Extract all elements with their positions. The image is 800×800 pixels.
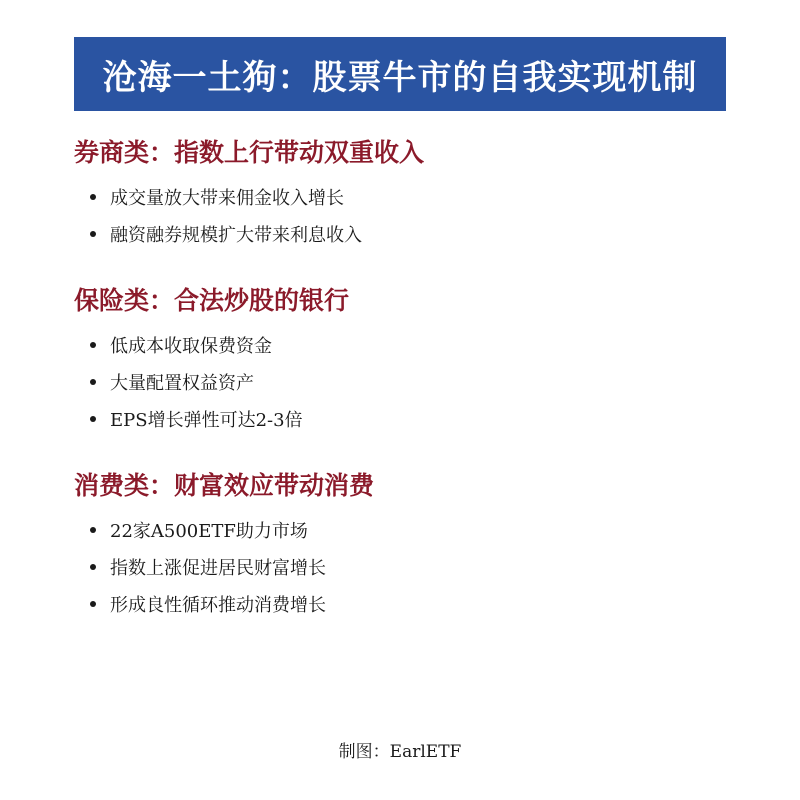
list-item <box>74 215 734 252</box>
section-heading: 券商类：指数上行带动双重收入 <box>74 138 425 167</box>
bullet-dot-icon <box>90 379 96 385</box>
section-heading: 消费类：财富效应带动消费 <box>74 471 375 500</box>
list-item <box>74 548 734 585</box>
list-item-text: 22家A500ETF助力市场 <box>110 520 308 542</box>
list-item-text: 指数上涨促进居民财富增长 <box>110 557 326 579</box>
credit-text: 制图：EarlETF <box>338 742 462 762</box>
bullet-list <box>74 326 734 437</box>
bullet-list <box>74 511 734 622</box>
section-consumption <box>74 469 734 622</box>
list-item <box>74 363 734 400</box>
section-heading: 保险类：合法炒股的银行 <box>74 286 350 315</box>
bullet-dot-icon <box>90 194 96 200</box>
list-item <box>74 400 734 437</box>
bullet-dot-icon <box>90 527 96 533</box>
bullet-dot-icon <box>90 601 96 607</box>
list-item-text: 成交量放大带来佣金收入增长 <box>110 187 344 209</box>
list-item <box>74 178 734 215</box>
page-title: 沧海一土狗：股票牛市的自我实现机制 <box>102 57 698 98</box>
list-item <box>74 585 734 622</box>
list-item-text: 融资融券规模扩大带来利息收入 <box>110 224 362 246</box>
bullet-list <box>74 178 734 252</box>
list-item <box>74 326 734 363</box>
bullet-dot-icon <box>90 416 96 422</box>
bullet-dot-icon <box>90 342 96 348</box>
list-item-text: 形成良性循环推动消费增长 <box>110 594 326 616</box>
list-item <box>74 511 734 548</box>
list-item-text: 大量配置权益资产 <box>110 372 254 394</box>
title-banner <box>74 37 726 111</box>
bullet-dot-icon <box>90 564 96 570</box>
section-brokerage <box>74 136 734 252</box>
section-insurance <box>74 284 734 437</box>
list-item-text: 低成本收取保费资金 <box>110 335 272 357</box>
list-item-text: EPS增长弹性可达2-3倍 <box>110 409 303 431</box>
bullet-dot-icon <box>90 231 96 237</box>
